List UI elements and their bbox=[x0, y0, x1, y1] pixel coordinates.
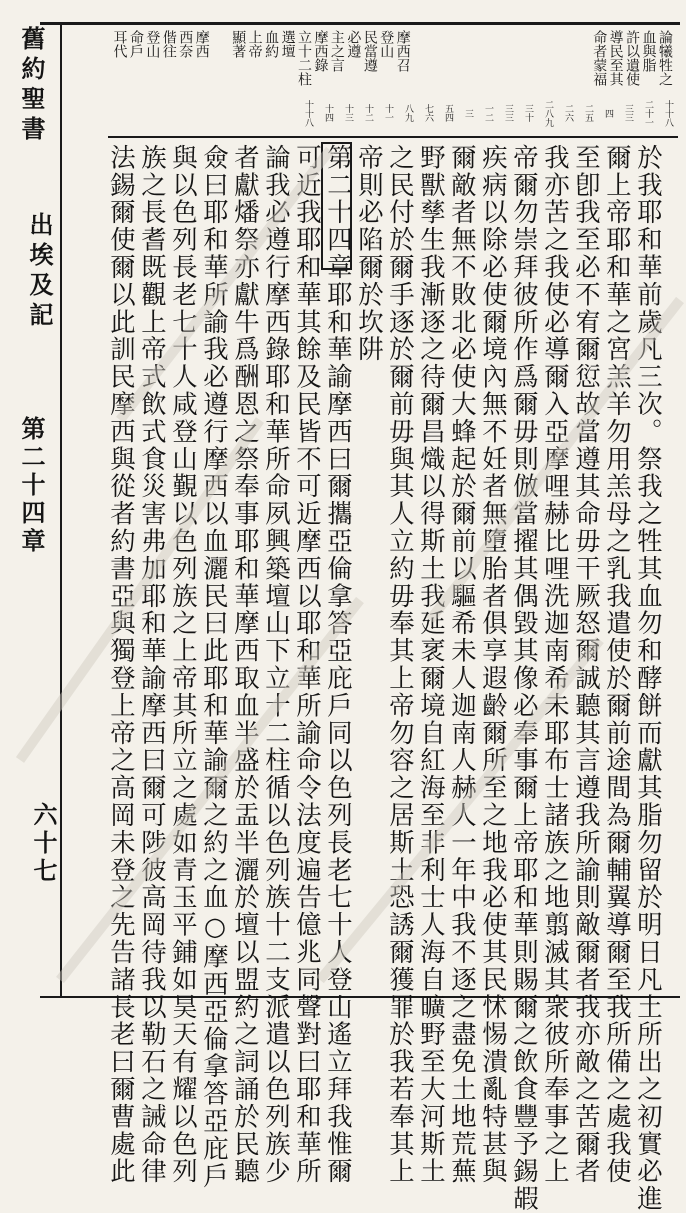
text-column: 之民付於爾手逐於爾前毋與其人立約毋奉其上帝勿容之居斯土恐誘爾獲罪於我若奉其上 bbox=[386, 144, 416, 1186]
note-12: 立十二柱 bbox=[296, 30, 313, 86]
verse-ref: 三 bbox=[463, 108, 473, 118]
verse-ref: 二五 bbox=[583, 104, 593, 122]
verse-ref: 七六 bbox=[423, 104, 433, 122]
note-16: 顯著 bbox=[230, 30, 247, 58]
header-divider bbox=[108, 136, 678, 138]
note-21: 命戶 bbox=[127, 30, 144, 58]
text-column: 帝則必陷爾於坎阱 bbox=[355, 144, 385, 364]
note-11: 摩西錄 bbox=[312, 30, 329, 72]
verse-ref: 十三 bbox=[343, 104, 353, 122]
verse-ref: 三三 bbox=[503, 104, 513, 122]
note-15: 上帝 bbox=[246, 30, 263, 58]
note-5: 命者蒙福 bbox=[591, 30, 608, 86]
verse-ref: 三十 bbox=[523, 104, 533, 122]
text-column: 第二十四章耶和華諭摩西曰爾攜亞倫拿答亞庇戶同以色列長老七十人登山遙立拜我惟爾 bbox=[324, 144, 354, 1186]
note-19: 偕往 bbox=[160, 30, 177, 58]
verse-ref: 一二 bbox=[483, 104, 493, 122]
text-column: 論我必遵行摩西錄耶和華所命夙興築壇山下立十二柱循以色列族十二支派遣以色列族少 bbox=[262, 144, 292, 1186]
verse-ref: 十十八 bbox=[663, 99, 673, 127]
page-number: 六十七 bbox=[29, 802, 58, 886]
text-column: 者獻燔祭亦獻牛爲酬恩之祭奉事耶和華摩西取血半盛於盂半灑於壇以盟約之詞誦於民聽 bbox=[231, 144, 261, 1186]
note-22: 耳代 bbox=[111, 30, 128, 58]
margin-notes bbox=[112, 30, 672, 90]
verse-references bbox=[102, 96, 672, 130]
chapter-head-box bbox=[321, 142, 352, 270]
verse-ref: 四 bbox=[603, 108, 613, 118]
text-column: 至卽我至必不宥爾愆故當遵其命毋干厥怒爾誠聽其言遵我所諭則敵爾者我亦敵之苦爾者 bbox=[572, 144, 602, 1186]
text-column: 野獸孳生我漸逐之待爾昌熾以得斯土我延衺爾境自紅海至非利士人海自曠野至大河斯土 bbox=[417, 144, 447, 1186]
book-title: 舊約聖書 bbox=[17, 26, 46, 146]
text-column: 我亦苦之我使必導爾入亞摩哩赫比哩洗迦南希未耶布士諸族之地翦滅其衆彼所奉事之上 bbox=[541, 144, 571, 1186]
text-column: 族之長耆既觀上帝式飲式食災害弗加耶和華諭摩西曰爾可陟彼高岡待我以勒石之誡命律 bbox=[138, 144, 168, 1186]
text-column: 爾上帝耶和華之宮羔羊勿用羔母之乳我遣使於爾前途間為爾輔翼導爾至我所備之處我使 bbox=[603, 144, 633, 1186]
note-4: 導民至其 bbox=[607, 30, 624, 86]
note-2: 血與脂 bbox=[640, 30, 657, 72]
verse-ref: 八九 bbox=[403, 104, 413, 122]
verse-ref: 十一 bbox=[383, 104, 393, 122]
note-6: 摩西召 bbox=[394, 30, 411, 72]
verse-ref: 二六 bbox=[563, 104, 573, 122]
note-7: 登山 bbox=[378, 30, 395, 58]
note-10: 主之言 bbox=[328, 30, 345, 72]
note-14: 血約 bbox=[263, 30, 280, 58]
text-column: 可近我耶和華其餘及民皆不可近摩西以耶和華所諭命令法度遍告億兆同聲對曰耶和華所 bbox=[293, 144, 323, 1186]
verse-ref: 五四 bbox=[443, 104, 453, 122]
note-1: 論犧牲之 bbox=[657, 30, 673, 86]
verse-ref: 二十一 bbox=[643, 99, 653, 127]
text-column: 法錫爾使爾以此訓民摩西與從者約書亞與獨登上帝之高岡未登之先告諸長老曰爾曹處此 bbox=[107, 144, 137, 1186]
top-border bbox=[40, 22, 680, 25]
text-column: 於我耶和華前歲凡三次。祭我之牲其血勿和酵餅而獻其脂勿留於明日凡土所出之初實必進 bbox=[634, 144, 664, 1213]
text-column: 疾病以除必使爾境內無不妊者無墮胎者俱享遐齡爾所至之地我必使其民怵惕潰亂特甚與 bbox=[479, 144, 509, 1186]
book-name: 出埃及記 bbox=[25, 212, 54, 332]
verse-ref: 二八九 bbox=[543, 99, 553, 127]
text-column: 與以色列長老七十人咸登山覲以色列族之上帝其所立之處如青玉平鋪如昊天有耀以色列 bbox=[169, 144, 199, 1186]
verse-ref: 十四 bbox=[323, 104, 333, 122]
text-column: 帝爾勿崇拜彼所作爲爾毋則倣當擢其偶毀其像必奉事爾上帝耶和華則賜爾之飲食豐予錫嘏 bbox=[510, 144, 540, 1213]
verse-ref: 十十八 bbox=[303, 99, 313, 127]
note-13: 選壇 bbox=[279, 30, 296, 58]
text-column: 爾敵者無不敗北必使大蜂起於爾前以驅希未人迦南人赫人一年中我不逐之盡免土地荒蕪 bbox=[448, 144, 478, 1186]
note-17: 摩西 bbox=[193, 30, 210, 58]
note-9: 必遵 bbox=[345, 30, 362, 58]
text-column: 僉曰耶和華所諭我必遵行摩西以血灑民曰此耶和華諭爾之約之血○摩西亞倫拿答亞庇戶 bbox=[200, 144, 230, 1190]
verse-ref: 十二 bbox=[363, 104, 373, 122]
note-18: 西奈 bbox=[177, 30, 194, 58]
note-3: 許以遺使 bbox=[624, 30, 641, 86]
verse-ref: 三三 bbox=[623, 104, 633, 122]
chapter-label: 第二十四章 bbox=[17, 416, 46, 556]
note-8: 民當遵 bbox=[361, 30, 378, 72]
note-20: 登山 bbox=[144, 30, 161, 58]
